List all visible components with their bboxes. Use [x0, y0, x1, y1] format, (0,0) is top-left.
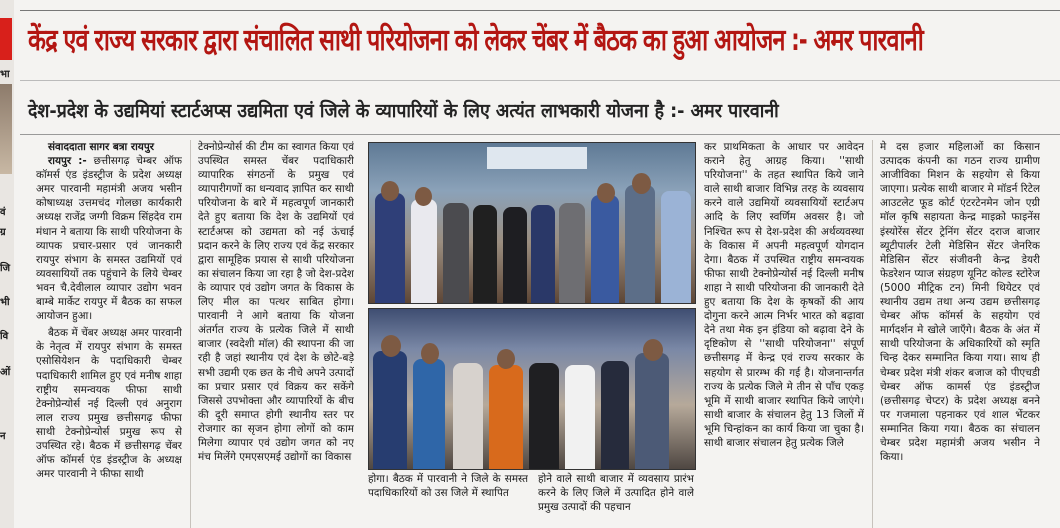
person: [443, 203, 469, 303]
strip-text: भा: [0, 69, 10, 80]
person: [375, 193, 405, 303]
person: [373, 351, 407, 469]
strip-text: भी: [0, 297, 10, 308]
page-subheadline: देश-प्रदेश के उद्यमियां स्टार्टअप्स उद्यमिता एवं जिले के व्यापारियों के लिए अत्यंत लाभकारी योजना है :- अमर पारवानी: [28, 100, 779, 122]
strip-photo: [0, 84, 12, 174]
group-photo-meeting-hall: [368, 142, 696, 304]
photo-caption-text-left: होगा। बैठक में पारवानी ने जिले के समस्त पदाधिकारियों को उस जिले में स्थापित: [368, 473, 528, 500]
article-column-2: [198, 140, 354, 528]
article-paragraph: मे दस हजार महिलाओं का किसान उत्पादक कंपनी का गठन राज्य ग्रामीण आजीविका मिशन के सहयोग से किया जाएगा। प्रत्येक साथी बाजार मे मॉडर्न रिटेल आउटलेट फूड कोर्ट एंटरटेनमेन जोन एग्री मॉल कृषि सहायता केन्द्र माइक्रो फाइनेंस इंस्योरेंस सेंटर ट्रेनिंग सेंटर दराज बाजार ब्यूटीपार्लर टेली मेडिसिन सेंटर जेनरिक मेडिसिन सेंटर संजीवनी केन्द्र डेयरी फेडरेशन प्याज संग्रहण यूनिट कोल्ड स्टोरेज (5000 मीट्रिक टन) मिनी थियेटर एवं स्थानीय उद्यम तथा अन्य उद्यम छत्तीसगढ़ चेम्बर ऑफ कॉमर्स के सहयोग एवं मार्गदर्शन मे खोले जाएँगे। बैठक के अंत में साथी परियोजना के अधिकारियों को स्मृति चिन्ह देकर सम्मानित किया गया। साथ ही चेम्बर प्रदेश मंत्री शंकर बजाज को पीएचडी चेम्बर ऑफ कामर्स एंड इंडस्ट्रीज (छत्तीसगढ़ चेप्टर) के प्रदेश अध्यक्ष बनने पर गजमाला पहनाकर एवं शाल भेंटकर सम्मानित किया गया। बैठक का संचालन चेम्बर प्रदेश महामंत्री अजय भसीन ने किया।: [880, 141, 1040, 464]
person: [601, 361, 629, 469]
person: [591, 195, 619, 303]
top-rule: [20, 10, 1060, 11]
person: [453, 363, 483, 469]
photo-block: [368, 142, 694, 468]
person: [411, 199, 437, 303]
person: [413, 359, 445, 469]
article-paragraph: [36, 154, 182, 323]
person: [565, 365, 595, 469]
headline-rule: [20, 80, 1060, 81]
article-paragraph: कर प्राथमिकता के आधार पर आवेदन कराने हेतु आग्रह किया। ''साथी परियोजना'' के तहत स्थापित किये जाने वाले साथी बाजार विभिन्न तरह के व्यवसाय करने वाले उद्यमियों व्यवसायियों स्टार्टअप आदि के लिए स्वर्णिम अवसर है। जो निश्चित रूप से देश-प्रदेश की अर्थव्यवस्था के विकास में अपनी महत्वपूर्ण योगदान देगा। बैठक में उपस्थित राष्ट्रीय समन्वयक फीफा साथी टेक्नोप्रेन्योर्स नई दिल्ली मनीष शाहा ने साथी परियोजना की जानकारी देते हुए बताया कि देश के कृषकों की आय दोगुना करने आत्म निर्भर भारत को बढ़ावा देने तथा मेक इन इंडिया को बढ़ावा देने के दृष्टिकोण से ''साथी परियोजना'' संपूर्ण छत्तीसगढ़ में केन्द्र एवं राज्य सरकार के सहयोग से प्रारम्भ की गई है। योजनान्तर्गत राज्य के प्रत्येक जिले मे तीन से पाँच एकड़ भूमि में साथी बाजार स्थापित किये जाएंगे। साथी बाजार के संचालन हेतु 13 जिलों में भूमि चिन्हांकन का कार्य किया जा चुका है। साथी बाजार संचालन हेतु प्रत्येक जिले: [704, 141, 864, 449]
article-column-1: [36, 140, 182, 528]
article-column-4: [880, 140, 1040, 528]
subhead-rule: [20, 134, 1060, 135]
person: [531, 205, 555, 303]
person-head: [415, 187, 432, 206]
red-section-tab: [0, 18, 12, 60]
person: [473, 205, 497, 303]
column-divider: [190, 140, 191, 528]
person-head: [497, 349, 515, 369]
person-head: [381, 335, 401, 357]
strip-text: जि: [0, 263, 11, 274]
strip-text: वि: [0, 331, 9, 342]
article-paragraph: बैठक में चेंबर अध्यक्ष अमर पारवानी के नेतृत्व में रायपुर संभाग के समस्त एसोसियेशन के पदाधिकारी चेम्बर पदाधिकारी शामिल हुए एवं मनीष शाहा राष्ट्रीय समन्वयक फीफा साथी टेक्नोप्रेन्योर्स नई दिल्ली एवं अनुराग लाल राज्य प्रमुख छत्तीसगढ़ फीफा साथी टेक्नोप्रेन्योर्स प्रमुख रूप से उपस्थित रहे। बैठक में छत्तीसगढ़ चेंबर ऑफ कॉमर्स एंड इंडस्ट्रीज के अध्यक्ष अमर पारवानी ने फीफा साथी: [36, 327, 182, 481]
person: [559, 203, 585, 303]
strip-text: न: [0, 431, 6, 442]
person-head: [421, 343, 439, 364]
person: [661, 191, 691, 303]
dateline: रायपुर :-: [48, 155, 87, 168]
photo-caption-text-right: होने वाले साथी बाजार में व्यवसाय प्रारंभ करने के लिए जिले में उत्पादित होने वाले प्रमुख उत्पादों की पहचान: [538, 473, 694, 514]
person: [635, 353, 669, 469]
person-head: [643, 339, 663, 361]
strip-text: ग्र: [0, 227, 6, 238]
paragraph-text: छत्तीसगढ़ चेम्बर ऑफ कॉमर्स एंड इंडस्ट्रीज के प्रदेश अध्यक्ष अमर पारवानी महामंत्री अजय भसीन कोषाध्यक्ष उत्तमचंद गोलछा कार्यकारी अध्यक्ष राजेंद्र जग्गी विक्रम सिंहदेव राम मंधान ने बताया कि साथी परियोजना के व्यापक प्रचार-प्रसार एवं जानकारी रायपुर संभाग के समस्त उद्यमियों एवं व्यवसायियों तक पहुंचाने के लिये चेम्बर भवन चै.देवीलाल व्यापार उद्योग भवन बाम्बे मार्केट रायपुर में बैठक का सफल आयोजन हुआ।: [36, 155, 182, 323]
backdrop-banner: [487, 147, 587, 169]
person: [503, 207, 527, 303]
person: [625, 185, 655, 303]
person-garland: [489, 365, 523, 469]
article-column-3: [704, 140, 864, 528]
person-head: [597, 183, 615, 203]
person-head: [632, 173, 651, 194]
strip-text: ओं: [0, 367, 11, 378]
column-divider: [872, 140, 873, 528]
byline: संवाददाता सागर बत्रा रायपुर: [48, 141, 154, 153]
adjacent-page-strip: [0, 0, 14, 528]
group-photo-felicitation: [368, 308, 696, 470]
person: [529, 363, 559, 469]
person-head: [381, 181, 399, 201]
page-headline: केंद्र एवं राज्य सरकार द्वारा संचालित साथी परियोजना को लेकर चेंबर में बैठक का हुआ आयोजन :- अमर पारवानी: [28, 23, 924, 58]
strip-text: वं: [0, 207, 6, 218]
article-paragraph: टेक्नोप्रेन्योर्स की टीम का स्वागत किया एवं उपस्थित समस्त चेंबर पदाधिकारी व्यापारिक संगठनों के प्रमुख एवं व्यापारीगणों का धन्यवाद ज्ञापित कर साथी परियोजना के बारे में महत्वपूर्ण जानकारी देते हुए बताया कि देश के उद्यमियों एवं स्टार्टअप्स को उद्यमता को नई ऊंचाई प्रदान करने के लिए राज्य एवं केंद्र सरकार द्वारा सामूहिक प्रयास से साथी परियोजना का संचालन किया जा रहा है जो देश-प्रदेश के व्यापार एवं उद्योग जगत के विकास के लिए मील का पत्थर साबित होगा। पारवानी ने आगे बताया कि योजना अंतर्गत राज्य के प्रत्येक जिले में साथी बाजार (स्वदेशी मॉल) की स्थापना की जा रही है जहां स्थानीय एवं देश के छोटे-बड़े सभी उद्यमी एक छत के नीचे अपने उत्पादों का प्रचार प्रसार एवं विक्रय कर सकेंगे जिससे उपभोक्ता और व्यापारियों के बीच की दूरी समाप्त होगी स्थानीय स्तर पर रोजगार का सृजन होगा लोगों को काम मिलेगा व्यापार एवं उद्योग जगत को नए मंच मिलेंगे एमएसएमई उद्योगों का विकास: [198, 141, 354, 464]
